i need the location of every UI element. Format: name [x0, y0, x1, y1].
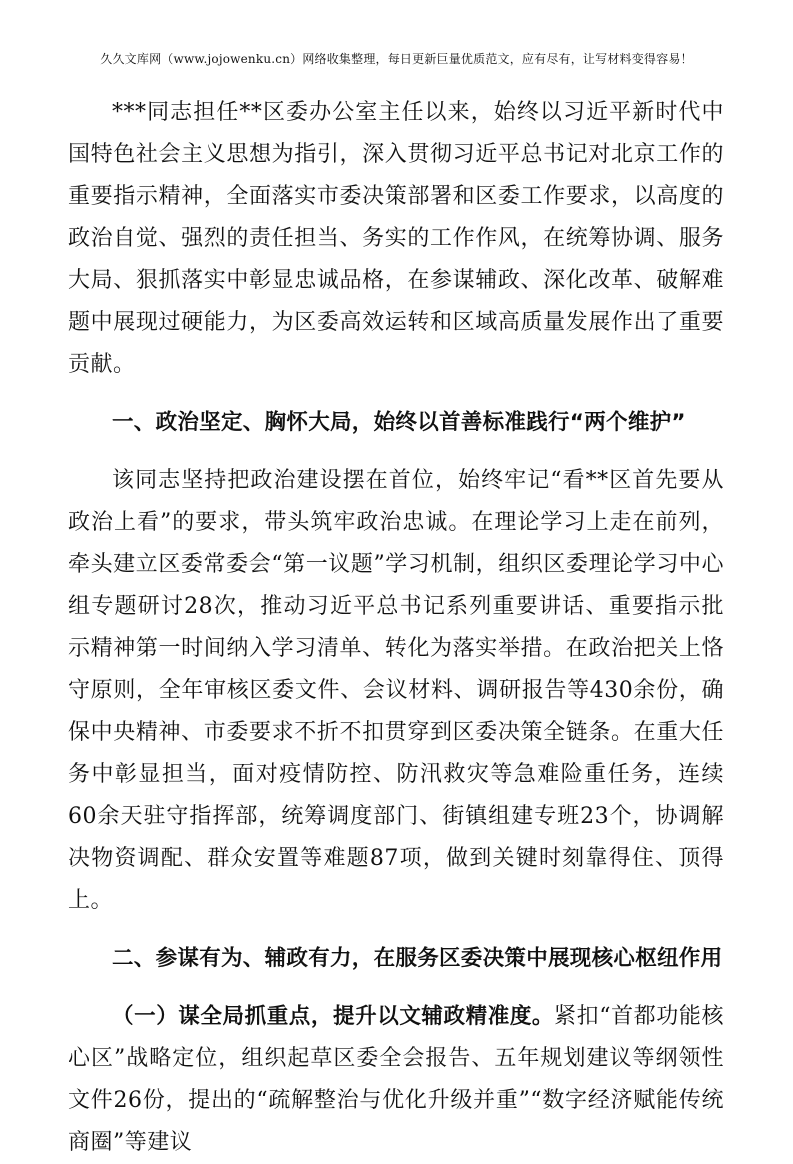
subsection-1-lead: （一）谋全局抓重点，提升以文辅政精准度。 — [112, 1004, 555, 1029]
section-2-heading: 二、参谋有为、辅政有力，在服务区委决策中展现核心枢纽作用 — [112, 946, 723, 971]
site-header-banner: 久久文库网（www.jojowenku.cn）网络收集整理，每日更新巨量优质范文，应有尽有，让写材料变得容易！ — [100, 52, 693, 66]
intro-paragraph: ***同志担任**区委办公室主任以来，始终以习近平新时代中国特色社会主义思想为指引，深入贯彻习近平总书记对北京工作的重要指示精神，全面落实市委决策部署和区委工作要求，以高度的政治自觉、强烈的责任担当、务实的工作作风，在统筹协调、服务大局、狠抓落实中彰显忠诚品格，在参谋辅政、深化改革、破解难题中展现过硬能力，为区委高效运转和区域高质量发展作出了重要贡献。 — [68, 100, 724, 377]
section-1-paragraph: 该同志坚持把政治建设摆在首位，始终牢记“看**区首先要从政治上看”的要求，带头筑牢政治忠诚。在理论学习上走在前列，牵头建立区委常委会“第一议题”学习机制，组织区委理论学习中心组专题研讨28次，推动习近平总书记系列重要讲话、重要指示批示精神第一时间纳入学习清单、转化为落实举措。在政治把关上恪守原则，全年审核区委文件、会议材料、调研报告等430余份，确保中央精神、市委要求不折不扣贯穿到区委决策全链条。在重大任务中彰显担当，面对疫情防控、防汛救灾等急难险重任务，连续60余天驻守指挥部，统筹调度部门、街镇组建专班23个，协调解决物资调配、群众安置等难题87项，做到关键时刻靠得住、顶得上。 — [68, 468, 724, 913]
document-body — [68, 92, 724, 1164]
subsection-1-paragraph — [68, 996, 724, 1164]
section-1-heading: 一、政治坚定、胸怀大局，始终以首善标准践行“两个维护” — [112, 410, 686, 435]
subsection-1-text: 紧扣“首都功能核心区”战略定位，组织起草区委全会报告、五年规划建议等纲领性文件26份，提出的“疏解整治与优化升级并重”“数字经济赋能传统商圈”等建议 — [68, 1004, 724, 1155]
